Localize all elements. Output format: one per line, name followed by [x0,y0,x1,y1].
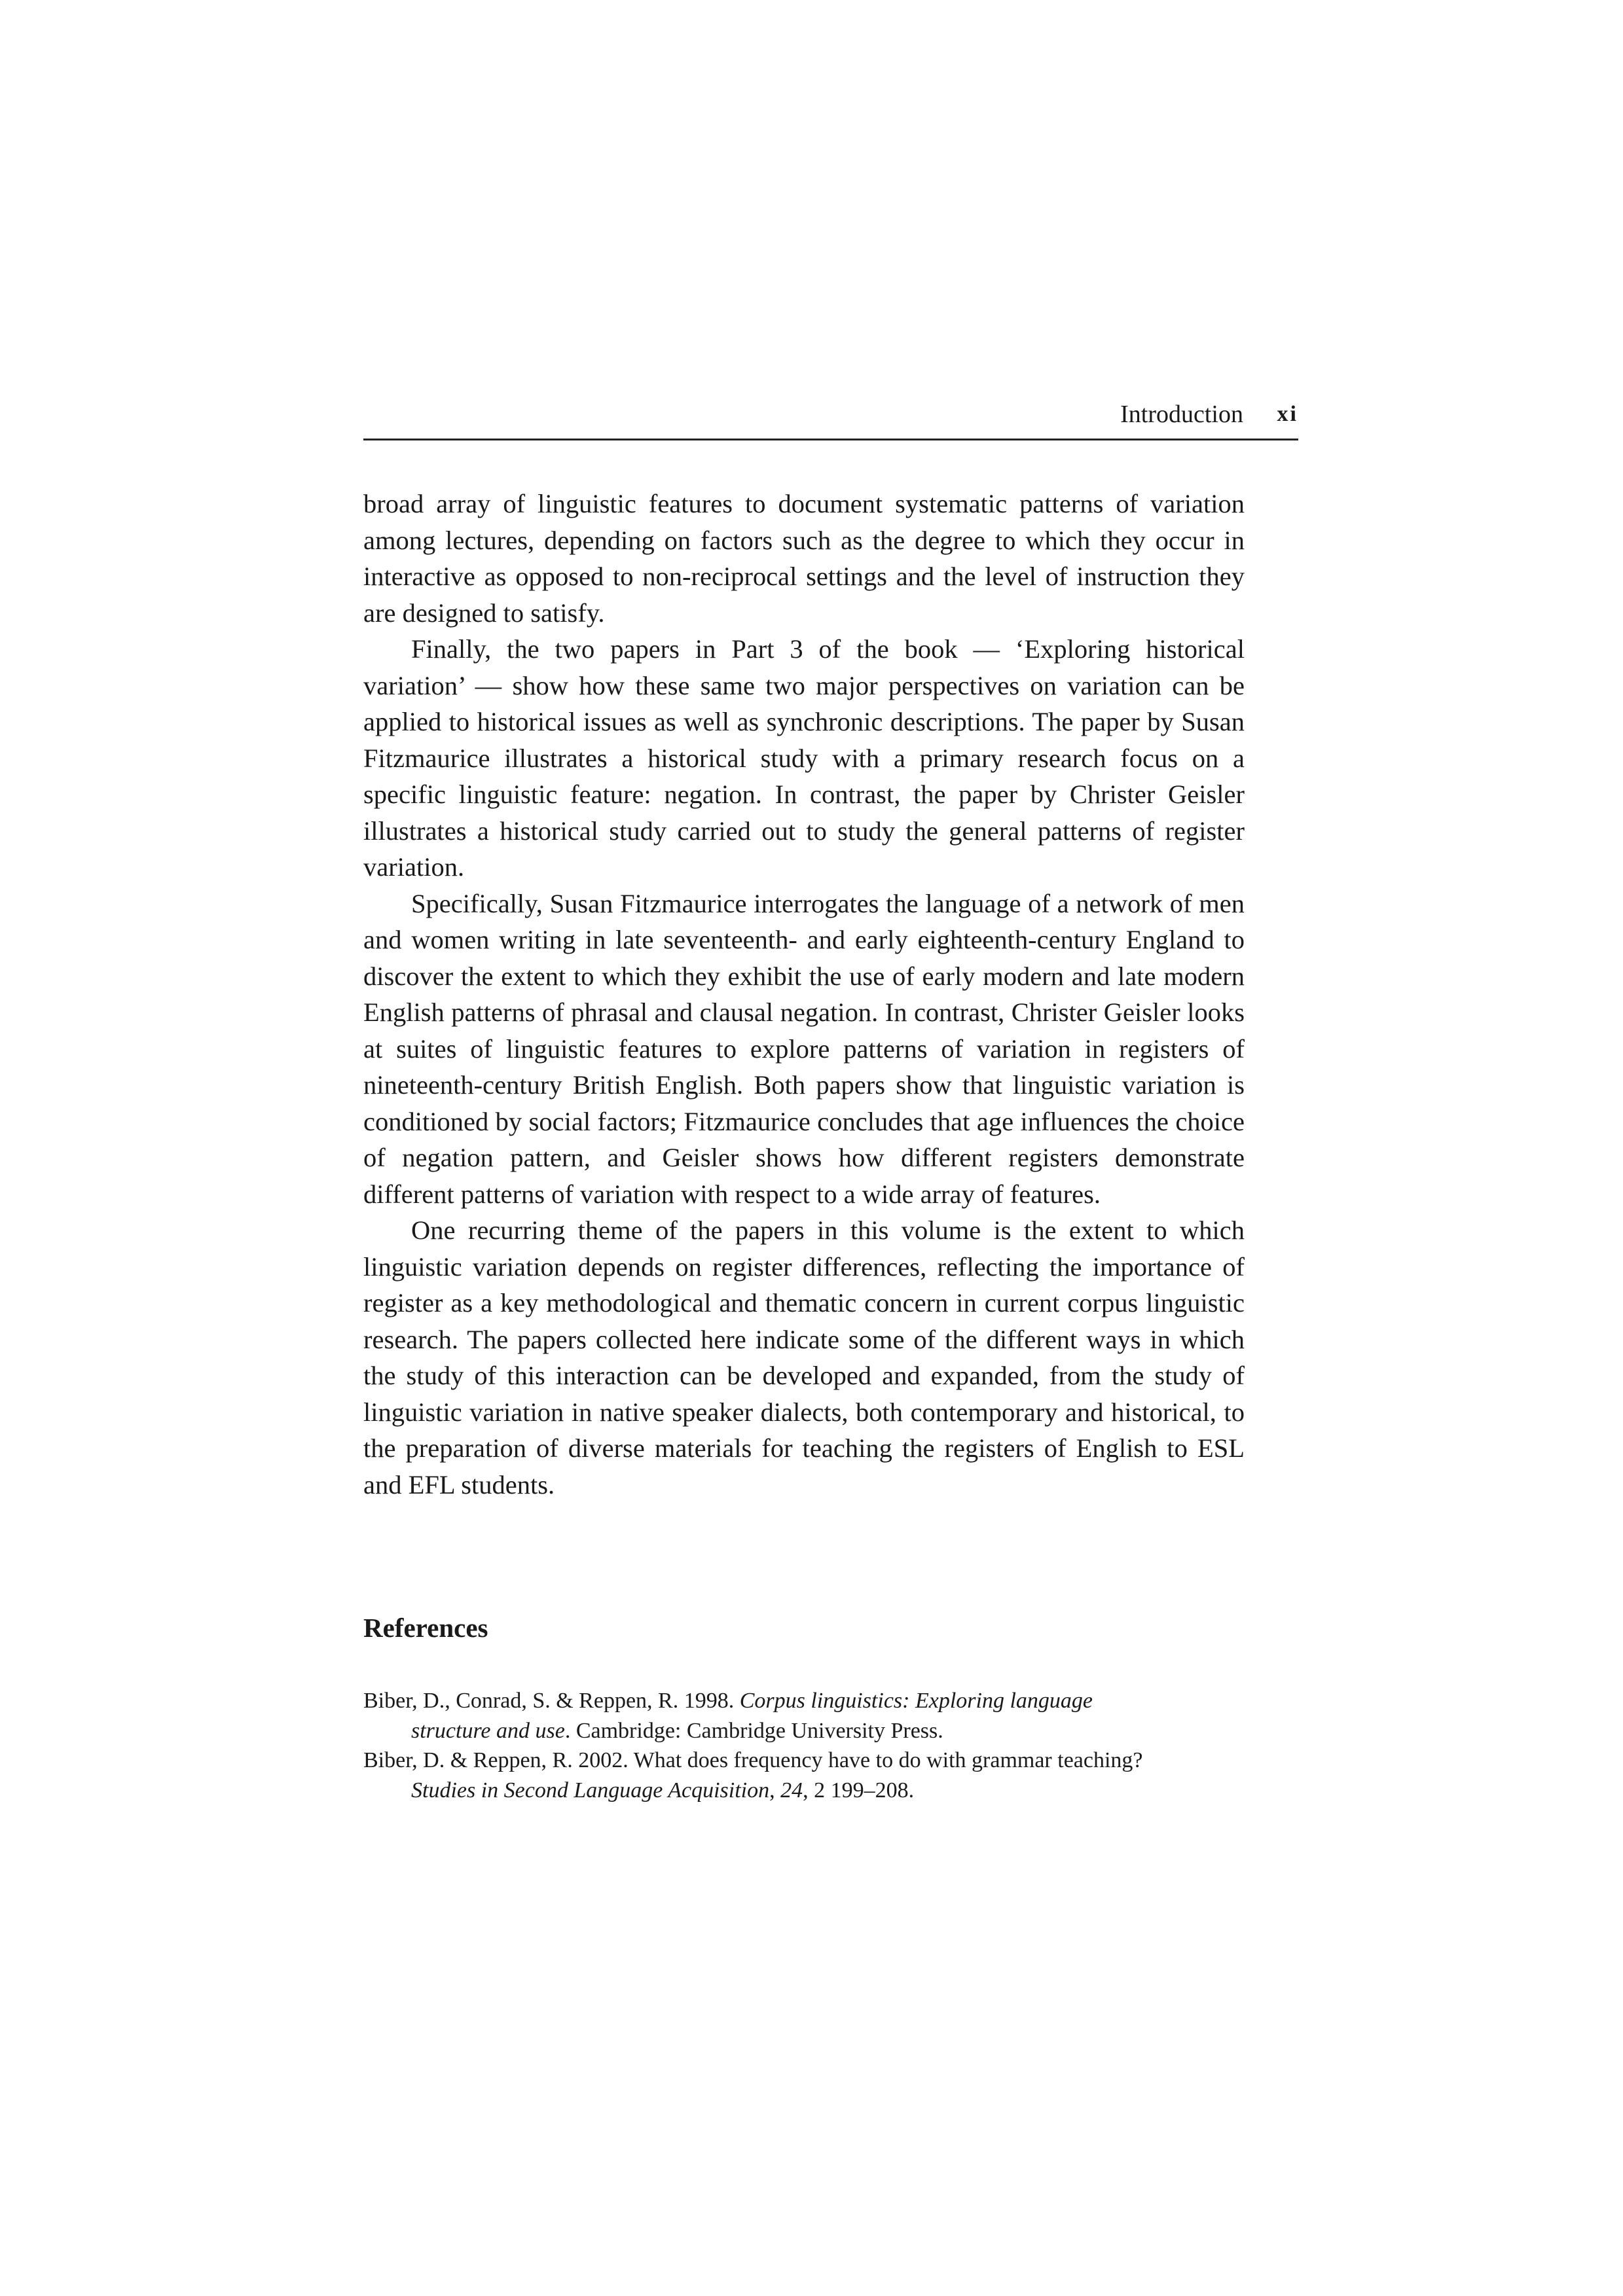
reference-authors-title: Biber, D. & Reppen, R. 2002. What does frequency have to do with grammar teaching? [363,1748,1143,1772]
reference-pages: , 2 199–208. [803,1778,915,1803]
paragraph: Specifically, Susan Fitzmaurice interrogates the language of a network of men and women writing in late seventeenth- and early eighteenth-century England to discover the extent to which they exhibit the use of early modern and late modern English patterns of phrasal and clausal negation. In contrast, Christer Geisler looks at suites of linguistic features to explore patterns of variation in registers of nineteenth-century British English. Both papers show that linguistic variation is conditioned by social factors; Fitzmaurice concludes that age influences the choice of negation pattern, and Geisler shows how different registers demonstrate different patterns of variation with respect to a wide array of features. [363,888,1245,1209]
paragraph: Finally, the two papers in Part 3 of the book — ‘Exploring historical variation’ — show how these same two major perspectives on variation can be applied to historical issues as well as synchronic descriptions. The paper by Susan Fitzmaurice illustrates a historical study with a primary research focus on a specific linguistic feature: negation. In contrast, the paper by Christer Geisler illustrates a historical study carried out to study the general patterns of register variation. [363,634,1245,882]
reference-separator: , [769,1778,781,1803]
reference-title: Corpus linguistics: Exploring language structure and use [411,1689,1093,1743]
page-number: xi [1277,402,1298,426]
reference-entry [363,1686,1169,1746]
reference-list [363,1686,1169,1805]
reference-journal: Studies in Second Language Acquisition [411,1778,770,1803]
body-text [363,486,1245,1503]
paragraph: One recurring theme of the papers in this volume is the extent to which linguistic variation depends on register differences, reflecting the importance of register as a key methodological and thematic concern in current corpus linguistic research. The papers collected here indicate some of the different ways in which the study of this interaction can be developed and expanded, from the study of linguistic variation in native speaker dialects, both contemporary and historical, to the preparation of diverse materials for teaching the registers of English to ESL and EFL students. [363,1215,1245,1499]
running-head-title: Introduction [1120,401,1243,428]
references-heading: References [363,1613,488,1643]
reference-authors-year: Biber, D., Conrad, S. & Reppen, R. 1998. [363,1689,740,1713]
paragraph: broad array of linguistic features to document systematic patterns of variation among lectures, depending on factors such as the degree to which they occur in interactive as opposed to non-reciprocal settings and the level of instruction they are designed to satisfy. [363,489,1245,628]
reference-entry [363,1746,1169,1805]
running-head [363,393,1298,440]
reference-publisher: . Cambridge: Cambridge University Press. [564,1718,943,1743]
reference-volume: 24 [780,1778,803,1803]
